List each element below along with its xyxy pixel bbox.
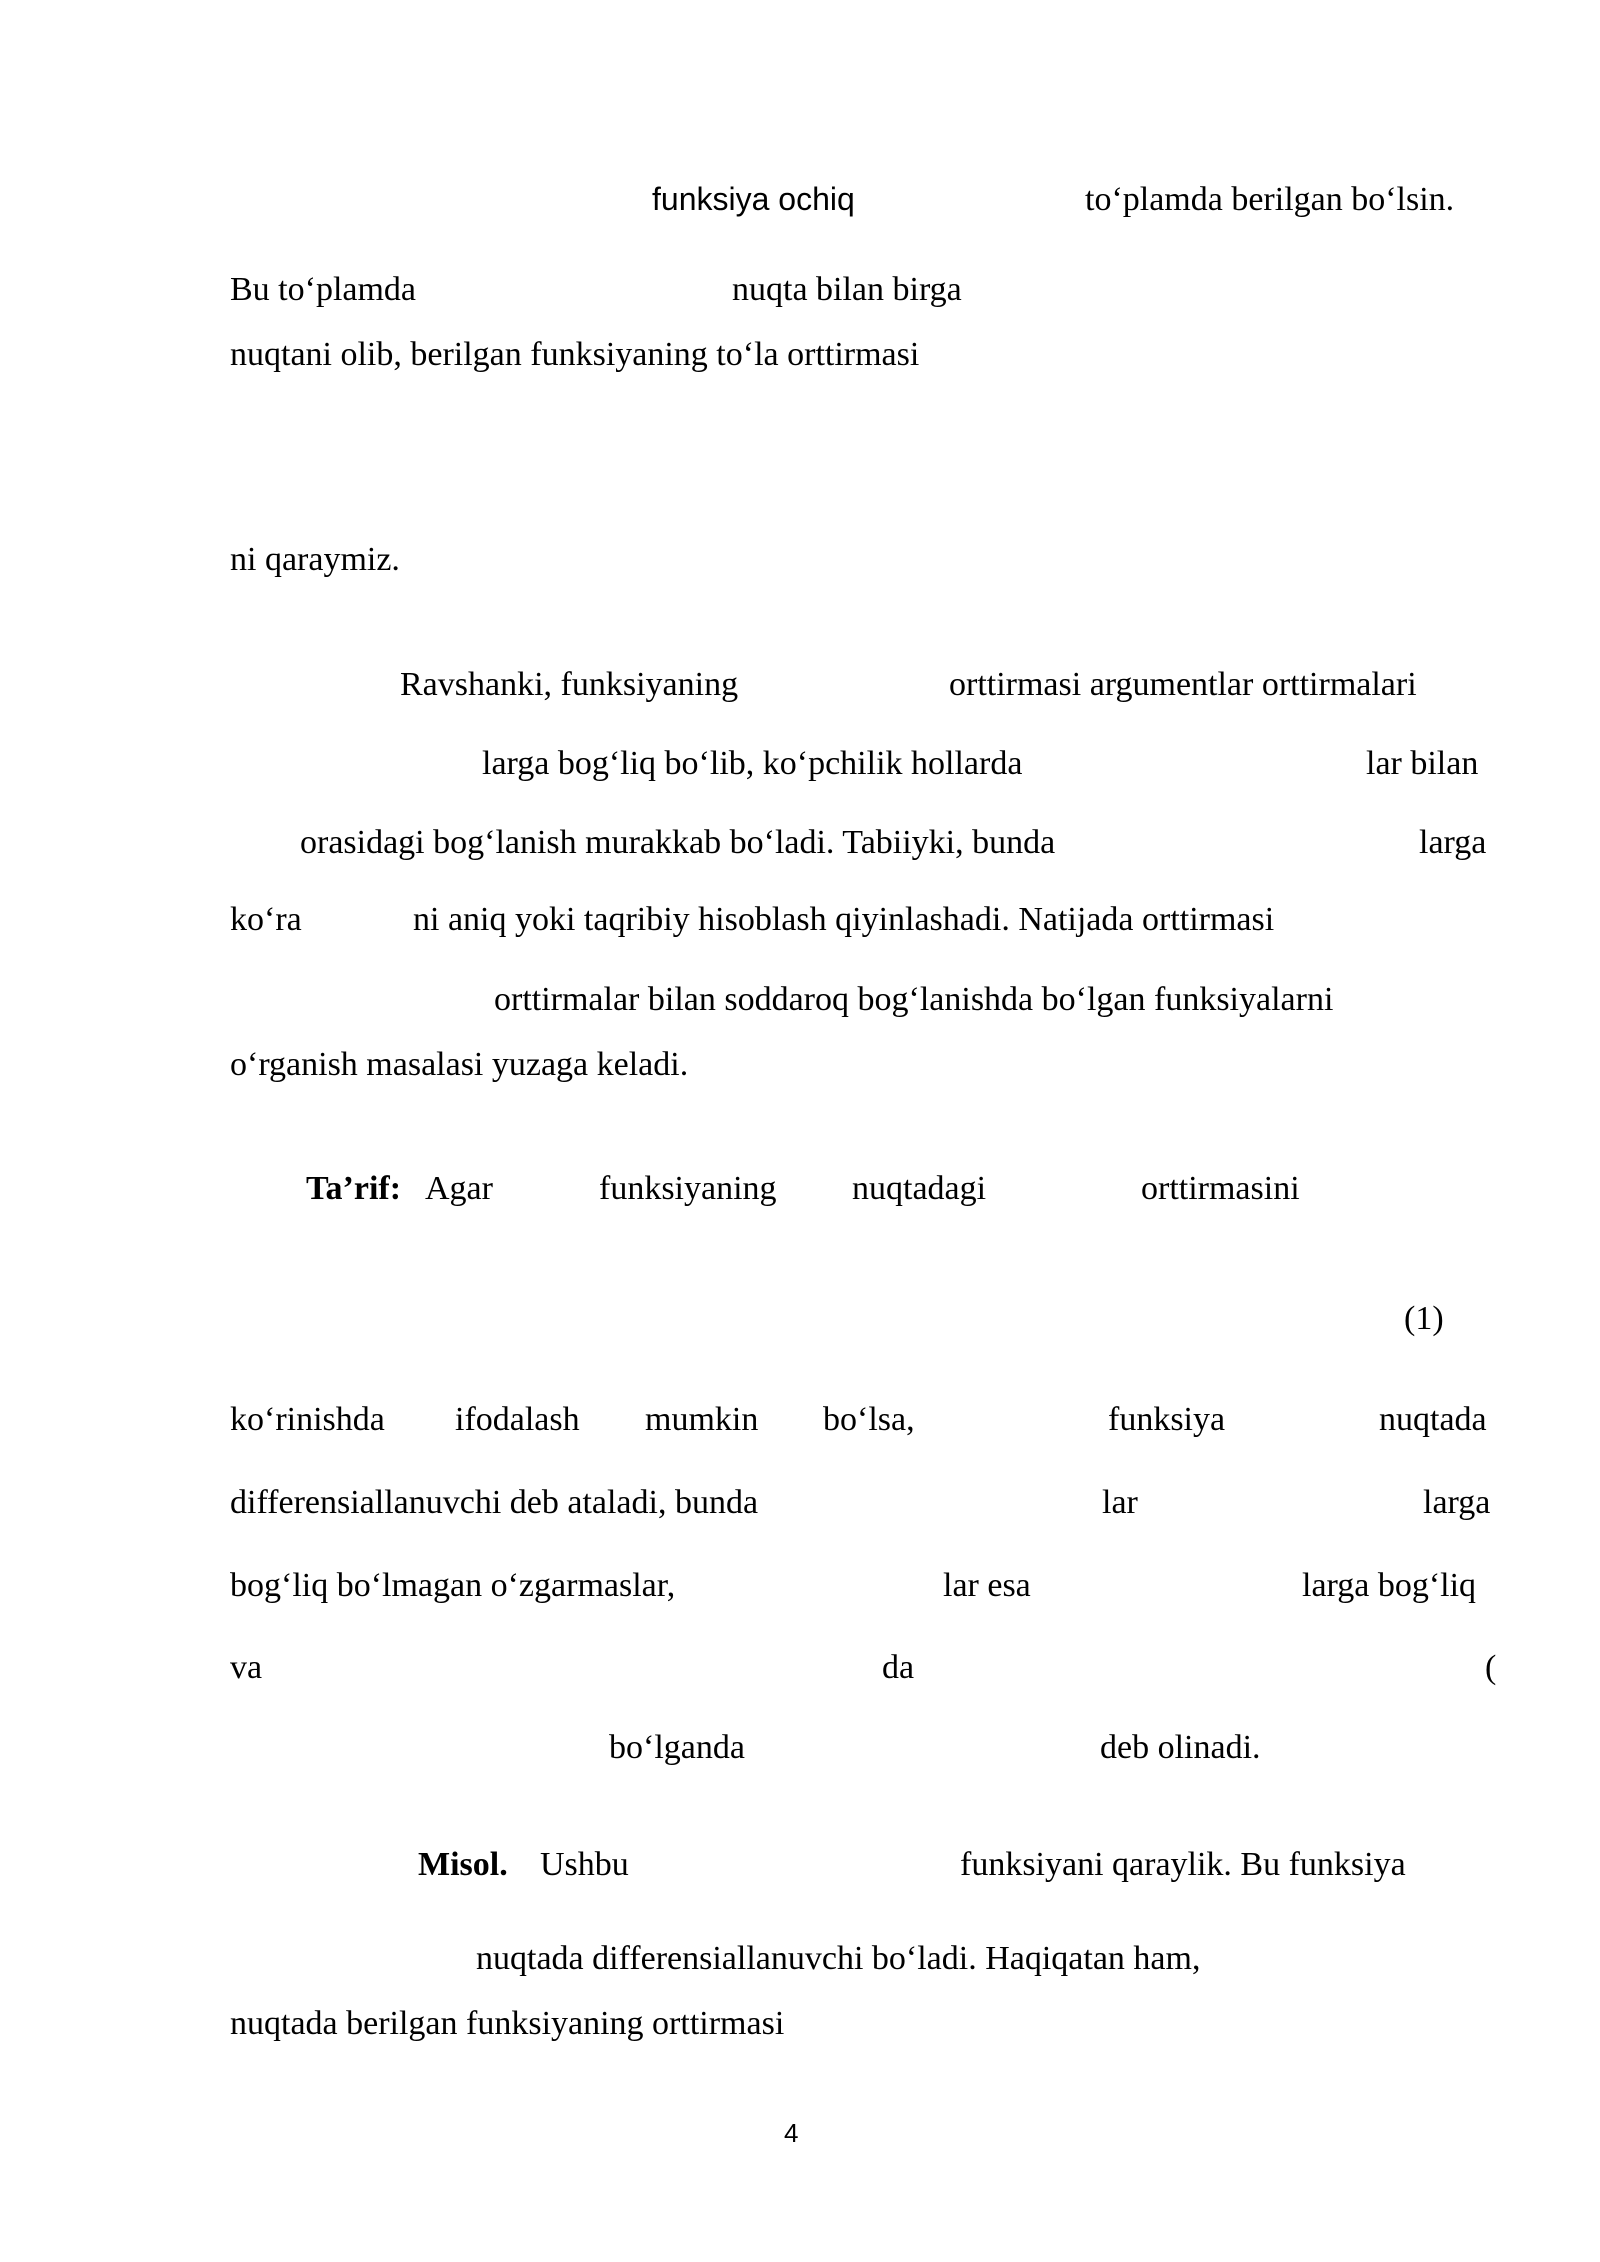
text-agar: Agar [425,1170,493,1207]
text-orttirmalar-bilan: orttirmalar bilan soddaroq bog‘lanishda bo‘lgan funksiyalarni [494,981,1334,1018]
text-toplamda-berilgan: to‘plamda berilgan bo‘lsin. [1085,181,1455,218]
equation-number: (1) [1404,1300,1444,1337]
text-nuqta-bilan-birga: nuqta bilan birga [732,271,962,308]
text-nuqtadagi: nuqtadagi [852,1170,987,1207]
text-bolganda: bo‘lganda [609,1729,745,1766]
text-bu-toplamda: Bu to‘plamda [230,271,417,308]
text-orttirmasini: orttirmasini [1141,1170,1300,1207]
text-funksiya: funksiya [1108,1401,1226,1438]
text-larga-bogliq: larga bog‘liq bo‘lib, ko‘pchilik hollarda [482,745,1023,782]
text-lar-esa: lar esa [943,1567,1031,1604]
text-nuqtani-olib: nuqtani olib, berilgan funksiyaning to‘la orttirmasi [230,336,920,373]
definition-label: Ta’rif: [306,1170,402,1207]
text-da: da [882,1649,915,1686]
text-ifodalash: ifodalash [455,1401,580,1438]
text-funksiyani-qaraylik: funksiyani qaraylik. Bu funksiya [960,1846,1406,1883]
text-nuqtada: nuqtada [1379,1401,1487,1438]
text-kora: ko‘ra [230,901,302,938]
text-orttirmasi-argumentlar: orttirmasi argumentlar orttirmalari [949,666,1417,703]
text-funksiya-ochiq: funksiya ochiq [652,181,855,217]
text-ni-aniq-yoki: ni aniq yoki taqribiy hisoblash qiyinlashadi. Natijada orttirmasi [413,901,1275,938]
text-nuqtada-berilgan: nuqtada berilgan funksiyaning orttirmasi [230,2005,785,2042]
text-ushbu: Ushbu [540,1846,629,1883]
text-nuqtada-differensiallanuvchi: nuqtada differensiallanuvchi bo‘ladi. Haqiqatan ham, [476,1940,1201,1977]
text-bolsa: bo‘lsa, [823,1401,915,1438]
text-va: va [230,1649,263,1686]
text-differensiallanuvchi-deb: differensiallanuvchi deb ataladi, bunda [230,1484,759,1521]
text-larga-2: larga [1423,1484,1491,1521]
text-open-paren: ( [1485,1649,1497,1686]
text-ni-qaraymiz: ni qaraymiz. [230,541,400,578]
text-funksiyaning: funksiyaning [599,1170,777,1207]
text-lar: lar [1102,1484,1138,1521]
text-bogliq-bolmagan: bog‘liq bo‘lmagan o‘zgarmaslar, [230,1567,676,1604]
text-organish-masalasi: o‘rganish masalasi yuzaga keladi. [230,1046,689,1083]
text-orasidagi: orasidagi bog‘lanish murakkab bo‘ladi. Tabiiyki, bunda [300,824,1056,861]
text-korinishda: ko‘rinishda [230,1401,385,1438]
text-larga: larga [1419,824,1487,861]
text-ravshanki: Ravshanki, funksiyaning [400,666,739,703]
page-number: 4 [784,2118,799,2148]
text-mumkin: mumkin [645,1401,759,1438]
example-label: Misol. [418,1846,508,1883]
text-lar-bilan: lar bilan [1366,745,1479,782]
text-larga-bogliq-2: larga bog‘liq [1302,1567,1477,1604]
text-deb-olinadi: deb olinadi. [1100,1729,1261,1766]
